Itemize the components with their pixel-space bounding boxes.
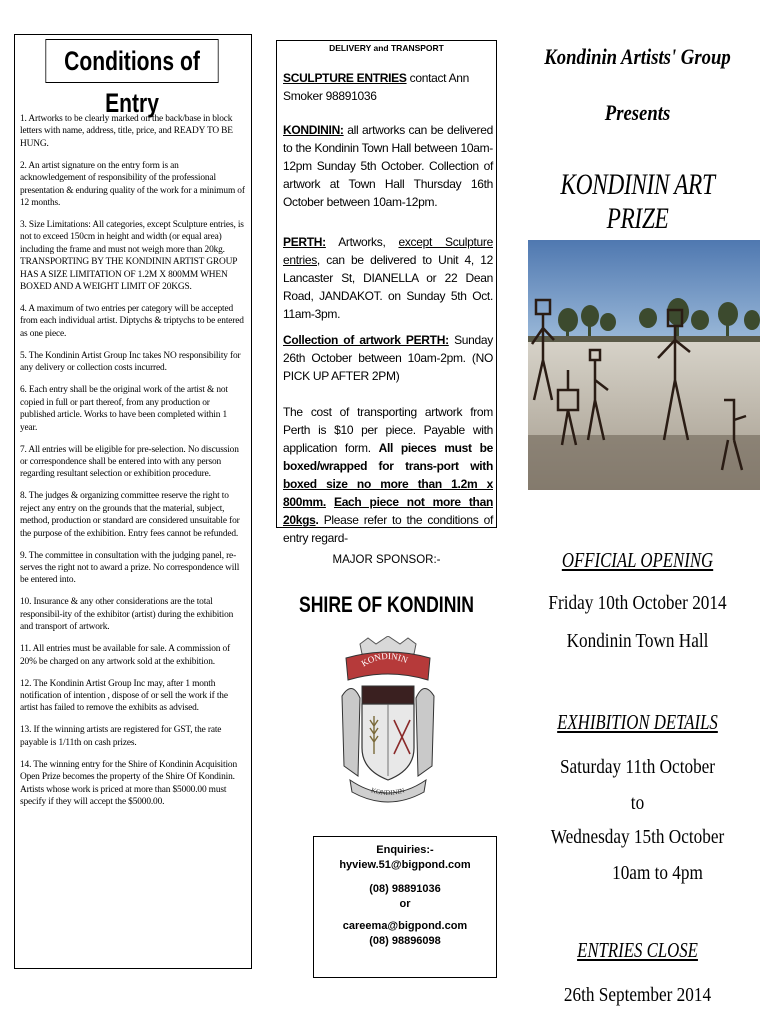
rule-4: 4. A maximum of two entries per category will be accepted from each individual artist. Diptychs & triptychs to be entered as one piece.: [20, 304, 244, 339]
boxed-a: All pieces must be boxed/wrapped for trans-port with: [283, 441, 493, 473]
enquiries-label: Enquiries:-: [376, 844, 434, 856]
perth-except: except Sculpture entries,: [283, 235, 493, 267]
prize-title: KONDININ ART PRIZE: [560, 168, 715, 235]
perth-text-a: Artworks,: [338, 235, 386, 249]
rule-1: 1. Artworks to be clearly marked on the back/base in block letters with name, address, title, price, and READY TO BE HUNG.: [20, 114, 233, 149]
delivery-heading: DELIVERY and TRANSPORT: [329, 43, 444, 53]
kondinin-delivery: [283, 121, 493, 211]
collection-text: Sunday 26th October between 10am-2pm. (NO PICK UP AFTER 2PM): [283, 333, 493, 383]
phone-1: (08) 98891036: [369, 883, 441, 895]
exhibition-heading: EXHIBITION DETAILS: [557, 710, 718, 734]
spacer: [314, 911, 496, 919]
opening-date: Friday 10th October 2014: [548, 592, 727, 614]
transport-cost: [283, 403, 493, 547]
boxed-b: boxed size no more than 1.2m x 800mm.: [283, 477, 493, 509]
rule-3: 3. Size Limitations: All categories, except Sculpture entries, is not to exceed 150cm in height and width (or equal area) including the frame and must not weigh more than 20kg. TRANSPORTING BY THE KONDININ ARTIST GROUP HAS A SIZE LIMITATION OF 1.2M X 800MM WHEN BOXED AND A WEIGHT LIMIT OF 20KGS.: [20, 220, 244, 293]
boxed-end: .: [315, 513, 319, 527]
collection-label: Collection of artwork PERTH:: [283, 333, 449, 347]
kondinin-label: KONDININ:: [283, 123, 344, 137]
group-name: Kondinin Artists' Group: [544, 44, 731, 69]
rule-8: 8. The judges & organizing committee reserve the right to reject any entry on the grounds that the material, subject, method, production or standard are considered unsuitable for the purpose of the exhibition. Entry fees cannot be refunded.: [20, 491, 240, 539]
conditions-panel: [14, 34, 252, 969]
perth-delivery: [283, 233, 493, 323]
sponsor-label: MAJOR SPONSOR:-: [332, 554, 441, 566]
exhibition-start: Saturday 11th October: [559, 756, 716, 778]
opening-heading: OFFICIAL OPENING: [561, 548, 714, 572]
email-1: hyview.51@bigpond.com: [339, 858, 471, 871]
exhibition-end: Wednesday 15th October: [550, 826, 725, 848]
boxed-c: Each piece not more than 20kgs: [283, 495, 493, 527]
enquiries-box: [313, 836, 497, 978]
rule-2: 2. An artist signature on the entry form is an acknowledgement of responsibility of the professional presentation & enduring quality of the work for a minimum of 12 months.: [20, 160, 245, 209]
phone-2: (08) 98896098: [369, 934, 441, 947]
refer-text: Please refer to the conditions of entry regard-: [283, 513, 493, 545]
entries-heading: ENTRIES CLOSE: [577, 938, 698, 962]
conditions-title: Conditions of Entry: [45, 39, 218, 83]
sculpture-photo: [528, 240, 760, 490]
spacer: [314, 872, 496, 882]
rule-12: 12. The Kondinin Artist Group Inc may, after 1 month notification of intention , dispose of or sell the work if the artist has failed to remove the exhibits as advised.: [20, 678, 228, 714]
rule-5: 5. The Kondinin Artist Group Inc takes NO responsibility for any delivery or collection costs incurred.: [20, 350, 241, 374]
rule-6: 6. Each entry shall be the original work of the artist & not copied in full or part thereof, from any production or published article. Works to have been completed within 1 year.: [20, 385, 228, 433]
rule-13: 13. If the winning artists are registered for GST, the rate payable is 1/11th on cash prizes.: [20, 725, 222, 748]
presents-text: Presents: [604, 100, 671, 125]
rule-11: 11. All entries must be available for sale. A commission of 20% be charged on any artwork sold at the exhibition.: [20, 644, 231, 667]
shire-crest-logo: [338, 636, 438, 808]
email-2: careema@bigpond.com: [342, 920, 468, 932]
crest-icon: [338, 636, 438, 808]
perth-text-b: can be delivered to Unit 4, 12 Lancaster St, DIANELLA or 22 Dean Road, JANDAKOT. on Sunday 5th Oct. 11am-3pm.: [283, 253, 493, 321]
photo-image: [528, 240, 760, 490]
conditions-rules: [20, 113, 246, 818]
kondinin-collection: Collection of artwork at Town Hall Thursday 16th October between 10am-12pm.: [283, 159, 493, 209]
crest-banner-text: KONDININ: [359, 650, 410, 669]
exhibition-to: to: [630, 792, 645, 814]
entries-date: 26th September 2014: [563, 984, 712, 1006]
rule-7: 7. All entries will be eligible for pre-selection. No discussion or correspondence shall be entered into with any person regarding resultant selection or exhibition procedure.: [20, 444, 239, 480]
exhibition-hours: 10am to 4pm: [612, 862, 703, 884]
sponsor-name: SHIRE OF KONDININ: [298, 592, 475, 617]
sculpture-label: SCULPTURE ENTRIES: [283, 71, 407, 85]
rule-14: 14. The winning entry for the Shire of Kondinin Acquisition Open Prize becomes the property of the Shire Of Kondinin. Artists whose work is priced at more than $5000.00 must specify if they will accept the $5000.00.: [20, 759, 237, 807]
sculpture-entries: [283, 69, 493, 105]
rule-9: 9. The committee in consultation with the judging panel, re-serves the right not to award a prize. No correspondence will be entered into.: [20, 550, 240, 586]
or-text: or: [399, 897, 411, 910]
cost-text: The cost of transporting artwork from Perth is $10 per piece. Payable with application form.: [283, 405, 493, 455]
opening-venue: Kondinin Town Hall: [566, 630, 709, 652]
kondinin-text: all artworks can be delivered to the Kondinin Town Hall between 10am-12pm Sunday 5th October.: [283, 123, 493, 173]
rule-10: 10. Insurance & any other considerations are the total responsibil-ity of the exhibitor (artist) during the exhibition and transport of artwork.: [20, 597, 234, 633]
sculpture-text: contact Ann Smoker 98891036: [283, 71, 470, 103]
crest-scroll-text: KONDININ: [369, 786, 406, 798]
perth-label: PERTH:: [283, 235, 326, 249]
delivery-panel: [276, 40, 497, 545]
perth-collection: [283, 331, 493, 385]
